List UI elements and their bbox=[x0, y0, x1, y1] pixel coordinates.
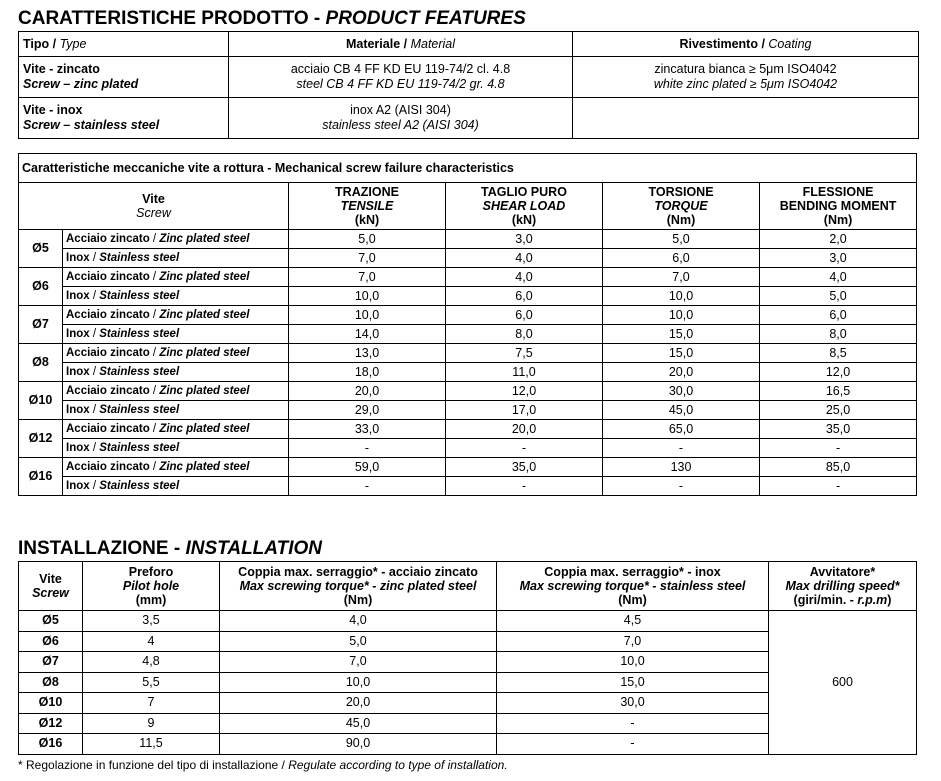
feat-type-cell: Vite - inox Screw – stainless steel bbox=[19, 98, 229, 139]
value-cell: - bbox=[603, 477, 760, 496]
value-cell: - bbox=[289, 439, 446, 458]
mech-title-row bbox=[19, 154, 917, 183]
material-cell: Acciaio zincato / Zinc plated steel bbox=[63, 344, 289, 363]
value-cell: 25,0 bbox=[760, 401, 917, 420]
material-cell: Acciaio zincato / Zinc plated steel bbox=[63, 458, 289, 477]
value-cell: 15,0 bbox=[603, 325, 760, 344]
value-cell: 20,0 bbox=[603, 363, 760, 382]
pilot-cell: 4,8 bbox=[83, 652, 220, 673]
material-cell: Acciaio zincato / Zinc plated steel bbox=[63, 306, 289, 325]
footnote bbox=[18, 758, 508, 772]
value-cell: 35,0 bbox=[446, 458, 603, 477]
value-cell: 7,0 bbox=[289, 268, 446, 287]
value-cell: 16,5 bbox=[760, 382, 917, 401]
feat-header-material: Materiale / Material bbox=[229, 32, 573, 57]
value-cell: 130 bbox=[603, 458, 760, 477]
inox-torque-cell: - bbox=[497, 713, 769, 734]
material-cell: Inox / Stainless steel bbox=[63, 439, 289, 458]
diameter-cell: Ø6 bbox=[19, 631, 83, 652]
inox-torque-cell: 30,0 bbox=[497, 693, 769, 714]
inst-header-speed: Avvitatore* Max drilling speed* (giri/min. - r.p.m) bbox=[769, 562, 917, 611]
mech-header-tensile: TRAZIONE TENSILE (kN) bbox=[289, 183, 446, 230]
diameter-cell: Ø12 bbox=[19, 713, 83, 734]
mech-row bbox=[19, 477, 917, 496]
value-cell: 12,0 bbox=[760, 363, 917, 382]
mech-header-screw: Vite Screw bbox=[19, 183, 289, 230]
value-cell: - bbox=[603, 439, 760, 458]
diameter-cell: Ø16 bbox=[19, 734, 83, 755]
inst-header-screw: Vite Screw bbox=[19, 562, 83, 611]
value-cell: - bbox=[289, 477, 446, 496]
inox-torque-cell: 15,0 bbox=[497, 672, 769, 693]
diameter-cell: Ø8 bbox=[19, 672, 83, 693]
value-cell: 8,0 bbox=[446, 325, 603, 344]
mech-header-torque: TORSIONE TORQUE (Nm) bbox=[603, 183, 760, 230]
value-cell: 10,0 bbox=[603, 287, 760, 306]
value-cell: 20,0 bbox=[289, 382, 446, 401]
value-cell: 4,0 bbox=[760, 268, 917, 287]
pilot-cell: 11,5 bbox=[83, 734, 220, 755]
value-cell: 8,5 bbox=[760, 344, 917, 363]
value-cell: 33,0 bbox=[289, 420, 446, 439]
value-cell: 6,0 bbox=[446, 306, 603, 325]
mech-row bbox=[19, 268, 917, 287]
diameter-cell: Ø7 bbox=[19, 652, 83, 673]
value-cell: - bbox=[446, 477, 603, 496]
value-cell: 7,0 bbox=[603, 268, 760, 287]
diameter-cell: Ø7 bbox=[19, 306, 63, 344]
material-cell: Acciaio zincato / Zinc plated steel bbox=[63, 268, 289, 287]
diameter-cell: Ø5 bbox=[19, 230, 63, 268]
value-cell: 7,0 bbox=[289, 249, 446, 268]
inst-header-zinc-torque: Coppia max. serraggio* - acciaio zincato Max screwing torque* - zinc plated steel (Nm) bbox=[220, 562, 497, 611]
diameter-cell: Ø10 bbox=[19, 382, 63, 420]
pilot-cell: 4 bbox=[83, 631, 220, 652]
material-cell: Inox / Stainless steel bbox=[63, 477, 289, 496]
zinc-torque-cell: 4,0 bbox=[220, 611, 497, 632]
mech-row bbox=[19, 458, 917, 477]
inst-header-row bbox=[19, 562, 917, 611]
title-en: INSTALLATION bbox=[185, 538, 322, 559]
value-cell: 6,0 bbox=[760, 306, 917, 325]
inst-header-pilot: Preforo Pilot hole (mm) bbox=[83, 562, 220, 611]
value-cell: 18,0 bbox=[289, 363, 446, 382]
mech-row bbox=[19, 420, 917, 439]
value-cell: - bbox=[760, 439, 917, 458]
installation-title bbox=[18, 538, 322, 560]
inox-torque-cell: 10,0 bbox=[497, 652, 769, 673]
title-sep: - bbox=[168, 538, 186, 559]
feat-header-type: Tipo / Type bbox=[19, 32, 229, 57]
value-cell: 5,0 bbox=[289, 230, 446, 249]
zinc-torque-cell: 5,0 bbox=[220, 631, 497, 652]
diameter-cell: Ø6 bbox=[19, 268, 63, 306]
product-features-table bbox=[18, 31, 919, 139]
value-cell: 10,0 bbox=[289, 287, 446, 306]
value-cell: 3,0 bbox=[760, 249, 917, 268]
inox-torque-cell: 7,0 bbox=[497, 631, 769, 652]
feat-header-coating: Rivestimento / Coating bbox=[573, 32, 919, 57]
zinc-torque-cell: 45,0 bbox=[220, 713, 497, 734]
installation-table bbox=[18, 561, 917, 755]
value-cell: 13,0 bbox=[289, 344, 446, 363]
mech-row bbox=[19, 363, 917, 382]
mech-row bbox=[19, 382, 917, 401]
value-cell: 2,0 bbox=[760, 230, 917, 249]
value-cell: 3,0 bbox=[446, 230, 603, 249]
title-it: INSTALLAZIONE bbox=[18, 538, 169, 559]
value-cell: 7,5 bbox=[446, 344, 603, 363]
value-cell: 30,0 bbox=[603, 382, 760, 401]
value-cell: 10,0 bbox=[603, 306, 760, 325]
value-cell: 20,0 bbox=[446, 420, 603, 439]
speed-cell: 600 bbox=[769, 611, 917, 755]
material-cell: Inox / Stainless steel bbox=[63, 287, 289, 306]
material-cell: Acciaio zincato / Zinc plated steel bbox=[63, 230, 289, 249]
inox-torque-cell: - bbox=[497, 734, 769, 755]
material-cell: Inox / Stainless steel bbox=[63, 401, 289, 420]
diameter-cell: Ø12 bbox=[19, 420, 63, 458]
material-cell: Acciaio zincato / Zinc plated steel bbox=[63, 382, 289, 401]
mech-row bbox=[19, 344, 917, 363]
pilot-cell: 5,5 bbox=[83, 672, 220, 693]
value-cell: 5,0 bbox=[760, 287, 917, 306]
pilot-cell: 7 bbox=[83, 693, 220, 714]
feat-coating-cell: zincatura bianca ≥ 5μm ISO4042 white zinc plated ≥ 5μm ISO4042 bbox=[573, 57, 919, 98]
feat-row bbox=[19, 57, 919, 98]
mech-row bbox=[19, 439, 917, 458]
feat-material-cell: inox A2 (AISI 304) stainless steel A2 (AISI 304) bbox=[229, 98, 573, 139]
inst-header-inox-torque: Coppia max. serraggio* - inox Max screwing torque* - stainless steel (Nm) bbox=[497, 562, 769, 611]
zinc-torque-cell: 7,0 bbox=[220, 652, 497, 673]
mech-header-bending: FLESSIONE BENDING MOMENT (Nm) bbox=[760, 183, 917, 230]
value-cell: 29,0 bbox=[289, 401, 446, 420]
pilot-cell: 3,5 bbox=[83, 611, 220, 632]
diameter-cell: Ø10 bbox=[19, 693, 83, 714]
footnote-it: * Regolazione in funzione del tipo di installazione / bbox=[18, 758, 289, 772]
value-cell: 12,0 bbox=[446, 382, 603, 401]
value-cell: 10,0 bbox=[289, 306, 446, 325]
footnote-en: Regulate according to type of installation. bbox=[288, 758, 508, 772]
material-cell: Inox / Stainless steel bbox=[63, 325, 289, 344]
material-cell: Inox / Stainless steel bbox=[63, 363, 289, 382]
feat-type-cell: Vite - zincato Screw – zinc plated bbox=[19, 57, 229, 98]
feat-coating-cell bbox=[573, 98, 919, 139]
mech-row bbox=[19, 287, 917, 306]
feat-row bbox=[19, 98, 919, 139]
value-cell: 6,0 bbox=[603, 249, 760, 268]
value-cell: 5,0 bbox=[603, 230, 760, 249]
value-cell: 35,0 bbox=[760, 420, 917, 439]
value-cell: 17,0 bbox=[446, 401, 603, 420]
value-cell: 8,0 bbox=[760, 325, 917, 344]
mech-header-shear: TAGLIO PURO SHEAR LOAD (kN) bbox=[446, 183, 603, 230]
mech-row bbox=[19, 401, 917, 420]
material-cell: Inox / Stainless steel bbox=[63, 249, 289, 268]
mech-header-row bbox=[19, 183, 917, 230]
mech-row bbox=[19, 325, 917, 344]
value-cell: - bbox=[446, 439, 603, 458]
value-cell: 14,0 bbox=[289, 325, 446, 344]
mech-row bbox=[19, 306, 917, 325]
pilot-cell: 9 bbox=[83, 713, 220, 734]
value-cell: 85,0 bbox=[760, 458, 917, 477]
product-features-title bbox=[18, 8, 526, 30]
value-cell: 6,0 bbox=[446, 287, 603, 306]
value-cell: 65,0 bbox=[603, 420, 760, 439]
feat-material-cell: acciaio CB 4 FF KD EU 119-74/2 cl. 4.8 steel CB 4 FF KD EU 119-74/2 gr. 4.8 bbox=[229, 57, 573, 98]
inst-row bbox=[19, 611, 917, 632]
title-en: PRODUCT FEATURES bbox=[325, 8, 526, 29]
value-cell: 45,0 bbox=[603, 401, 760, 420]
mechanical-table bbox=[18, 153, 917, 496]
zinc-torque-cell: 90,0 bbox=[220, 734, 497, 755]
mech-row bbox=[19, 230, 917, 249]
diameter-cell: Ø8 bbox=[19, 344, 63, 382]
value-cell: - bbox=[760, 477, 917, 496]
mech-title: Caratteristiche meccaniche vite a rottura - Mechanical screw failure characteristics bbox=[19, 154, 917, 183]
diameter-cell: Ø5 bbox=[19, 611, 83, 632]
zinc-torque-cell: 10,0 bbox=[220, 672, 497, 693]
title-it: CARATTERISTICHE PRODOTTO bbox=[18, 8, 309, 29]
value-cell: 59,0 bbox=[289, 458, 446, 477]
zinc-torque-cell: 20,0 bbox=[220, 693, 497, 714]
inox-torque-cell: 4,5 bbox=[497, 611, 769, 632]
material-cell: Acciaio zincato / Zinc plated steel bbox=[63, 420, 289, 439]
value-cell: 15,0 bbox=[603, 344, 760, 363]
value-cell: 4,0 bbox=[446, 249, 603, 268]
title-sep: - bbox=[308, 8, 326, 29]
mech-row bbox=[19, 249, 917, 268]
value-cell: 11,0 bbox=[446, 363, 603, 382]
diameter-cell: Ø16 bbox=[19, 458, 63, 496]
feat-header-row bbox=[19, 32, 919, 57]
value-cell: 4,0 bbox=[446, 268, 603, 287]
